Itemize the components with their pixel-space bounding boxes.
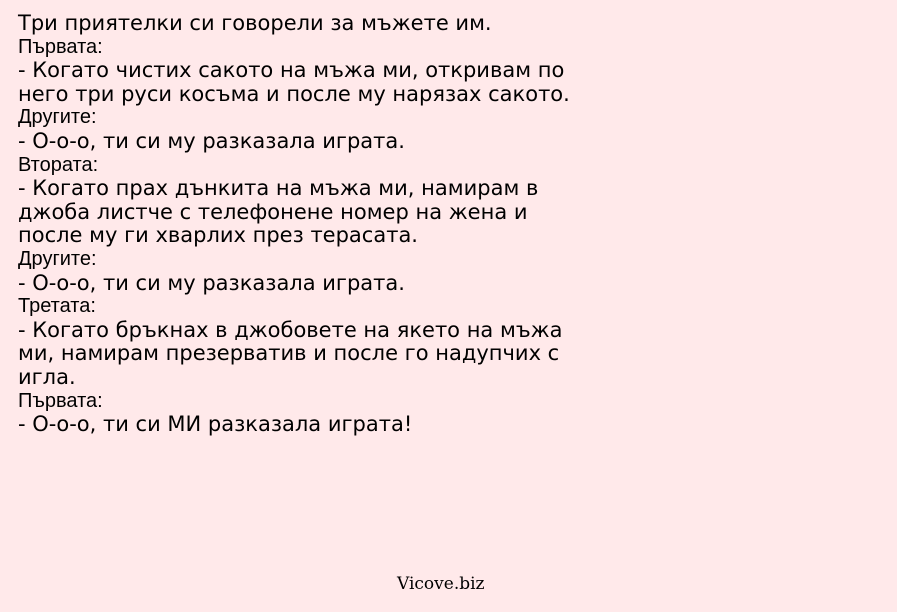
joke-line: - Когато прах дънкита на мъжа ми, намирам в xyxy=(18,176,539,201)
joke-line: - О-о-о, ти си му разказала играта. xyxy=(18,128,405,153)
joke-line: после му ги хварлих през терасата. xyxy=(18,223,418,248)
speaker-label: Втората: xyxy=(18,153,99,176)
joke-line: джоба листче с телефонене номер на жена и xyxy=(18,199,528,224)
watermark: Vicove.biz xyxy=(397,574,485,594)
joke-text xyxy=(18,12,888,437)
speaker-label: Другите: xyxy=(18,106,97,129)
joke-line: него три руси косъма и после му нарязах сакото. xyxy=(18,81,570,106)
joke-line: ми, намирам презерватив и после го надупчих с xyxy=(18,341,560,366)
joke-line: Три приятелки си говорели за мъжете им. xyxy=(18,11,492,35)
joke-line: - Когато чистих сакото на мъжа ми, откривам по xyxy=(18,58,565,83)
speaker-label: Третата: xyxy=(18,295,96,318)
joke-line: игла. xyxy=(18,364,76,389)
speaker-label: Другите: xyxy=(18,247,97,270)
speaker-label: Първата: xyxy=(18,35,103,58)
joke-line: - О-о-о, ти си му разказала играта. xyxy=(18,270,405,295)
joke-line: - О-о-о, ти си МИ разказала играта! xyxy=(18,412,413,437)
joke-line: - Когато бръкнах в джобовете на якето на мъжа xyxy=(18,317,563,342)
speaker-label: Първата: xyxy=(18,389,103,412)
